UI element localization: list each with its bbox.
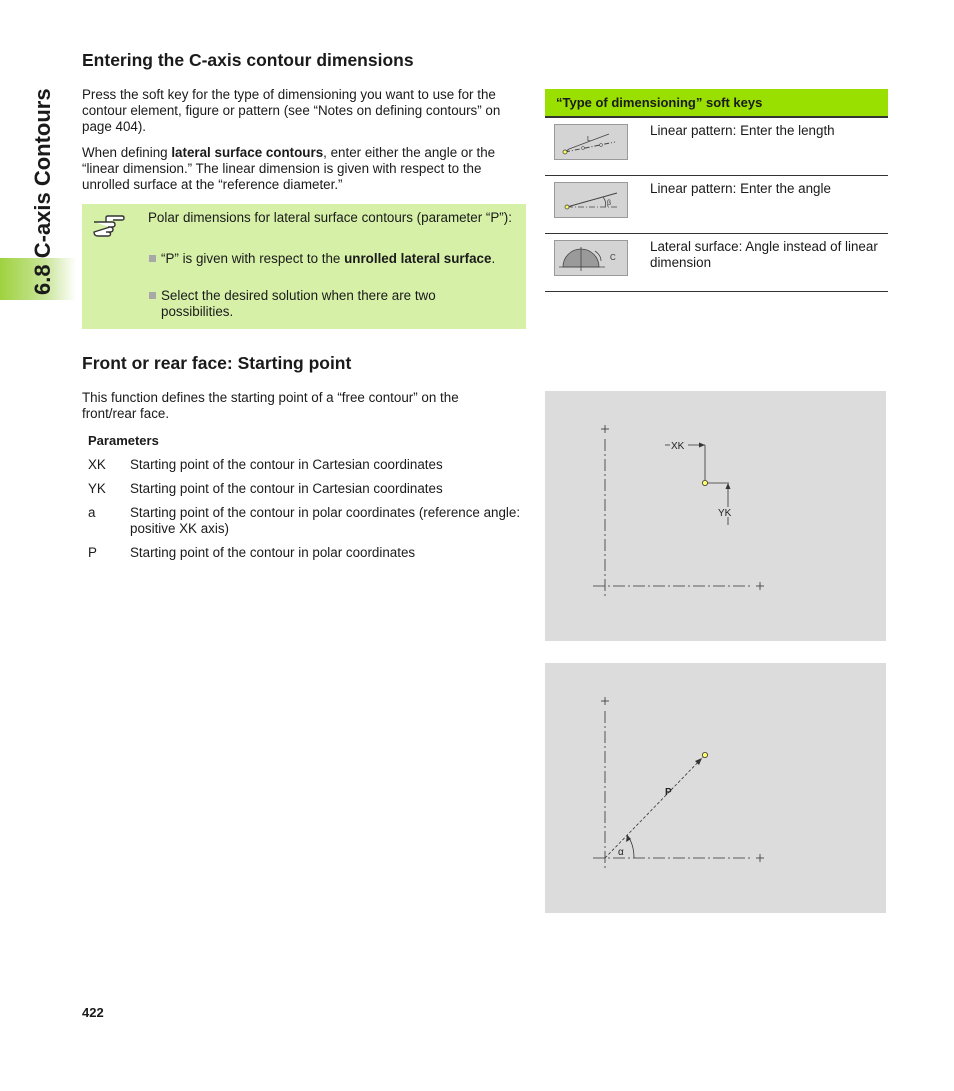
alpha-label: α (618, 847, 624, 858)
section-heading-c-axis-dimensions: Entering the C-axis contour dimensions (82, 50, 414, 70)
parameter-description: Starting point of the contour in polar coordinates (reference angle: positive XK axis) (130, 505, 521, 536)
linear-length-key-icon[interactable] (554, 124, 628, 160)
note-box (82, 204, 526, 329)
pointing-hand-icon (92, 214, 126, 238)
parameter-key: P (88, 545, 97, 560)
cartesian-diagram (545, 391, 886, 641)
svg-text:L: L (587, 136, 591, 143)
table-row (545, 117, 888, 176)
note-bullet: “P” is given with respect to the unrolled lateral surface. (149, 251, 511, 267)
bullet-square-icon (149, 255, 156, 262)
parameter-description: Starting point of the contour in polar coordinates (130, 545, 416, 560)
parameter-key: YK (88, 481, 106, 496)
start-point-marker (702, 480, 707, 485)
linear-angle-key-icon[interactable] (554, 182, 628, 218)
lateral-surface-paragraph: When defining lateral surface contours, enter either the angle or the “linear dimension.” The linear dimension is given with respect to the unrolled surface at the “reference diameter.” (82, 145, 496, 192)
chapter-tab-label: 6.8 C-axis Contours (30, 88, 55, 295)
softkey-description: Linear pattern: Enter the length (650, 117, 888, 176)
parameter-description: Starting point of the contour in Cartesian coordinates (130, 457, 443, 472)
page-number: 422 (82, 1005, 104, 1020)
softkey-description: Lateral surface: Angle instead of linear dimension (650, 234, 888, 292)
figure-cartesian-start-point (545, 391, 886, 641)
parameters-heading: Parameters (88, 433, 159, 448)
bullet-square-icon (149, 292, 156, 299)
softkey-description: Linear pattern: Enter the angle (650, 176, 888, 234)
table-row (545, 176, 888, 234)
intro-paragraph: Press the soft key for the type of dimensioning you want to use for the contour element, figure or pattern (see “Notes on defining contours” on page 404). (82, 87, 501, 134)
svg-text:β: β (607, 200, 612, 207)
table-row (545, 234, 888, 292)
xk-label: XK (671, 441, 685, 452)
parameter-description: Starting point of the contour in Cartesian coordinates (130, 481, 443, 496)
lateral-angle-key-icon[interactable] (554, 240, 628, 276)
yk-label: YK (718, 508, 732, 519)
start-point-marker (702, 752, 707, 757)
figure-polar-start-point (545, 663, 886, 913)
section-heading-front-rear-face: Front or rear face: Starting point (82, 353, 352, 373)
parameter-key: XK (88, 457, 106, 472)
svg-text:C: C (610, 253, 616, 262)
starting-point-paragraph: This function defines the starting point of a “free contour” on the front/rear face. (82, 390, 459, 421)
p-label: P (665, 787, 672, 798)
chapter-side-tab (0, 0, 76, 300)
polar-diagram (545, 663, 886, 913)
softkeys-table-header: “Type of dimensioning” soft keys (545, 89, 888, 117)
parameter-key: a (88, 505, 96, 520)
note-text: Polar dimensions for lateral surface contours (parameter “P”): (148, 210, 512, 225)
note-bullet: Select the desired solution when there are two possibilities. (149, 288, 511, 320)
softkeys-table (545, 89, 888, 292)
